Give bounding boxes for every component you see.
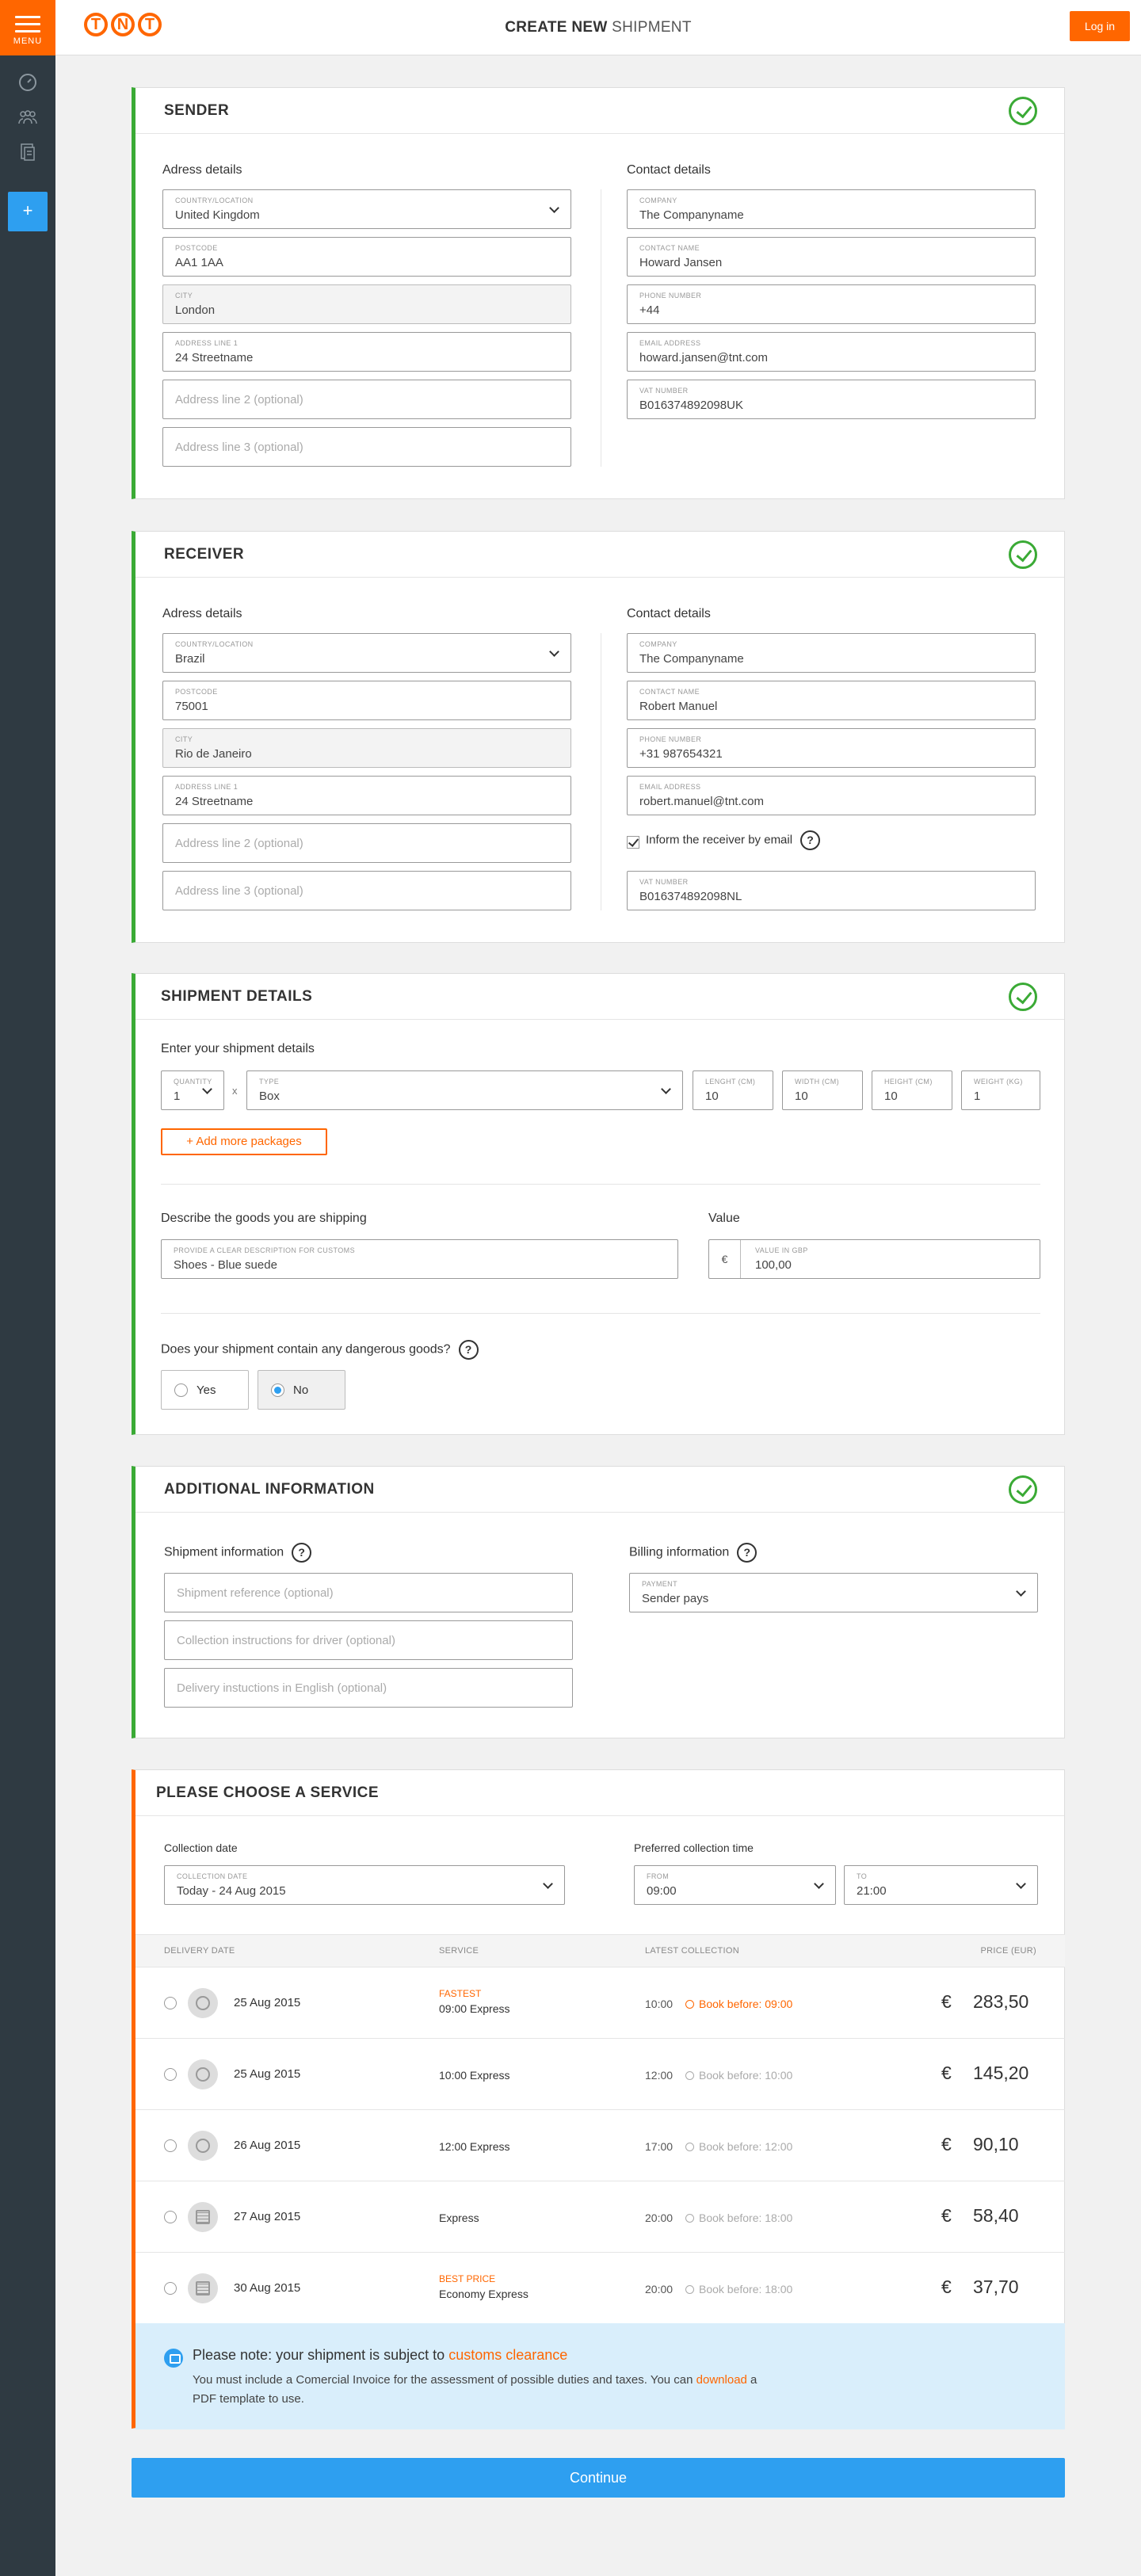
services-table-header <box>135 1934 1065 1967</box>
field-placeholder: Address line 2 (optional) <box>175 393 303 406</box>
additional-heading: ADDITIONAL INFORMATION <box>164 1481 375 1498</box>
service-label: 10:00 Express <box>439 2069 510 2082</box>
receiver-address3-field[interactable] <box>162 871 571 910</box>
field-placeholder: Delivery instuctions in English (optional) <box>177 1681 387 1695</box>
service-radio[interactable] <box>164 2068 177 2081</box>
field-value: 100,00 <box>755 1258 792 1272</box>
note-title-text: Please note: your shipment is subject to <box>193 2347 445 2363</box>
field-label: LENGHT (CM) <box>705 1078 756 1086</box>
field-value: 09:00 <box>647 1884 677 1898</box>
radio-circle <box>174 1383 188 1397</box>
sender-email-field[interactable] <box>627 332 1036 372</box>
service-tag: BEST PRICE <box>439 2273 496 2284</box>
width-field[interactable] <box>782 1070 863 1110</box>
field-label: WIDTH (CM) <box>795 1078 839 1086</box>
menu-button[interactable] <box>0 0 55 55</box>
delivery-date: 26 Aug 2015 <box>234 2139 301 2152</box>
field-value: The Companyname <box>639 208 744 222</box>
field-value: howard.jansen@tnt.com <box>639 351 768 364</box>
field-label: HEIGHT (CM) <box>884 1078 933 1086</box>
field-label: POSTCODE <box>175 244 218 252</box>
goods-label: Describe the goods you are shipping <box>161 1212 367 1225</box>
field-label: FROM <box>647 1872 670 1880</box>
book-before-label: Book before: 12:00 <box>699 2140 793 2153</box>
logo-letter: T <box>84 13 108 36</box>
dangerous-no-radio[interactable] <box>258 1370 345 1410</box>
receiver-city-field <box>162 728 571 768</box>
service-name <box>439 1988 510 2015</box>
clock-icon <box>685 2214 694 2223</box>
sender-postcode-field[interactable] <box>162 237 571 277</box>
chevron-down-icon <box>549 647 559 657</box>
service-label: 12:00 Express <box>439 2140 510 2153</box>
delivery-date: 30 Aug 2015 <box>234 2281 301 2295</box>
note-body-text: You must include a Comercial Invoice for the assessment of possible duties and taxes. You can <box>193 2373 693 2387</box>
field-label: COUNTRY/LOCATION <box>175 640 254 648</box>
top-bar <box>55 0 1141 55</box>
dashboard-icon[interactable] <box>18 73 37 92</box>
book-before <box>685 2212 792 2224</box>
check-icon <box>1009 97 1037 125</box>
field-label: ADDRESS LINE 1 <box>175 783 239 791</box>
latest-collection: 20:00 <box>645 2283 674 2296</box>
calendar-icon <box>188 2202 218 2232</box>
billing-info-heading <box>629 1543 757 1563</box>
clock-icon <box>685 2285 694 2294</box>
field-value: 10 <box>705 1090 719 1103</box>
receiver-email-field[interactable] <box>627 776 1036 815</box>
field-placeholder: Address line 3 (optional) <box>175 441 303 454</box>
divider <box>161 1184 1040 1185</box>
help-icon[interactable]: ? <box>800 830 820 850</box>
chevron-down-icon <box>543 1879 553 1889</box>
sender-card <box>132 87 1065 499</box>
dangerous-yes-radio[interactable] <box>161 1370 249 1410</box>
service-heading: PLEASE CHOOSE A SERVICE <box>156 1784 380 1801</box>
value-label: Value <box>708 1212 740 1225</box>
chevron-down-icon <box>202 1084 212 1094</box>
service-price <box>941 2134 1036 2155</box>
latest-collection: 17:00 <box>645 2140 674 2153</box>
receiver-address2-field[interactable] <box>162 823 571 863</box>
receiver-card <box>132 531 1065 943</box>
field-value: AA1 1AA <box>175 256 223 269</box>
sidebar <box>0 0 55 2576</box>
book-before-label: Book before: 09:00 <box>699 1998 793 2010</box>
service-header <box>135 1770 1064 1816</box>
chevron-down-icon <box>814 1879 824 1889</box>
price-value: 37,70 <box>973 2276 1019 2297</box>
customs-clearance-link[interactable]: customs clearance <box>448 2347 568 2363</box>
chevron-down-icon <box>661 1084 671 1094</box>
service-row[interactable] <box>135 2110 1065 2181</box>
receiver-company-field[interactable] <box>627 633 1036 673</box>
field-label: WEIGHT (KG) <box>974 1078 1023 1086</box>
divider <box>161 1313 1040 1314</box>
field-label: VAT NUMBER <box>639 387 689 395</box>
chevron-down-icon <box>1016 1586 1026 1597</box>
field-label: COMPANY <box>639 197 677 204</box>
customs-note <box>135 2323 1065 2429</box>
payment-select[interactable] <box>629 1573 1038 1612</box>
book-before <box>685 2283 792 2296</box>
book-before <box>685 2069 792 2082</box>
clock-icon <box>685 2143 694 2151</box>
sender-country-select[interactable] <box>162 189 571 229</box>
field-label: PHONE NUMBER <box>639 735 702 743</box>
field-value: 10 <box>884 1090 898 1103</box>
check-icon <box>1009 540 1037 569</box>
receiver-address-label: Adress details <box>162 607 242 620</box>
delivery-date: 25 Aug 2015 <box>234 2067 301 2081</box>
currency: € <box>941 2134 952 2154</box>
service-name <box>439 2273 529 2300</box>
receiver-header <box>135 532 1064 578</box>
field-label: TYPE <box>259 1078 280 1086</box>
field-value: +31 987654321 <box>639 747 723 761</box>
service-name <box>439 2069 510 2082</box>
book-before-label: Book before: 10:00 <box>699 2069 793 2082</box>
dangerous-goods-label: Does your shipment contain any dangerous goods? <box>161 1342 451 1357</box>
latest-collection: 12:00 <box>645 2069 674 2082</box>
field-label: PHONE NUMBER <box>639 292 702 300</box>
delivery-instructions-field[interactable] <box>164 1668 573 1708</box>
value-field[interactable] <box>708 1239 1040 1279</box>
receiver-phone-field[interactable] <box>627 728 1036 768</box>
radio-label: No <box>293 1383 309 1397</box>
field-placeholder: Collection instructions for driver (optional) <box>177 1634 395 1647</box>
field-label: QUANTITY <box>174 1078 212 1086</box>
price-value: 58,40 <box>973 2205 1019 2226</box>
delivery-date: 27 Aug 2015 <box>234 2210 301 2223</box>
field-value: +44 <box>639 303 660 317</box>
field-label: TO <box>857 1872 868 1880</box>
chevron-down-icon <box>1016 1879 1026 1889</box>
sender-address2-field[interactable] <box>162 380 571 419</box>
login-button[interactable]: Log in <box>1070 11 1130 41</box>
collection-to-select[interactable] <box>844 1865 1038 1905</box>
book-before <box>685 1998 792 2010</box>
shipment-card <box>132 973 1065 1435</box>
currency: € <box>941 1991 952 2012</box>
price-value: 283,50 <box>973 1991 1029 2012</box>
field-value: B016374892098NL <box>639 890 742 903</box>
service-price <box>941 2063 1036 2084</box>
latest-collection: 20:00 <box>645 2212 674 2224</box>
field-value: Sender pays <box>642 1592 709 1605</box>
note-title <box>193 2347 567 2364</box>
check-icon <box>1009 983 1037 1011</box>
field-placeholder: Shipment reference (optional) <box>177 1586 334 1600</box>
clock-icon <box>685 2000 694 2009</box>
clock-icon <box>188 1988 218 2018</box>
help-icon[interactable]: ? <box>737 1543 757 1563</box>
service-name <box>439 2140 510 2153</box>
weight-field[interactable] <box>961 1070 1040 1110</box>
additional-header <box>135 1467 1064 1513</box>
service-radio[interactable] <box>164 2282 177 2295</box>
field-placeholder: Address line 3 (optional) <box>175 884 303 898</box>
clock-icon <box>188 2059 218 2089</box>
sender-heading: SENDER <box>164 102 230 119</box>
sender-contact-name-field[interactable] <box>627 237 1036 277</box>
receiver-address1-field[interactable] <box>162 776 571 815</box>
dangerous-goods-question <box>161 1340 479 1360</box>
clock-icon <box>188 2131 218 2161</box>
field-label: EMAIL ADDRESS <box>639 783 701 791</box>
service-label: Economy Express <box>439 2288 529 2300</box>
info-icon <box>164 2349 183 2368</box>
service-row[interactable] <box>135 2253 1065 2324</box>
sender-phone-field[interactable] <box>627 284 1036 324</box>
service-row[interactable] <box>135 1967 1065 2039</box>
field-value: Shoes - Blue suede <box>174 1258 277 1272</box>
page-title-rest: SHIPMENT <box>612 19 692 36</box>
field-value: 1 <box>974 1090 981 1103</box>
field-value: 75001 <box>175 700 208 713</box>
height-field[interactable] <box>872 1070 952 1110</box>
service-price <box>941 2276 1036 2298</box>
field-value: London <box>175 303 216 317</box>
field-label: VAT NUMBER <box>639 878 689 886</box>
currency: € <box>941 2205 952 2226</box>
collection-date-label: Collection date <box>164 1841 238 1854</box>
field-label: CITY <box>175 735 193 743</box>
times-sign: x <box>232 1085 238 1097</box>
book-before-label: Book before: 18:00 <box>699 2212 793 2224</box>
field-label: VALUE IN GBP <box>755 1246 808 1254</box>
service-label: 09:00 Express <box>439 2002 510 2015</box>
price-value: 90,10 <box>973 2134 1019 2154</box>
service-label: Express <box>439 2212 479 2224</box>
hamburger-icon <box>15 16 40 37</box>
field-label: COLLECTION DATE <box>177 1872 248 1880</box>
service-radio[interactable] <box>164 2211 177 2223</box>
currency: € <box>941 2276 952 2297</box>
help-icon[interactable]: ? <box>292 1543 311 1563</box>
service-radio[interactable] <box>164 2139 177 2152</box>
field-value: Box <box>259 1090 280 1103</box>
column-header: DELIVERY DATE <box>164 1946 235 1956</box>
sender-contact-label: Contact details <box>627 163 711 177</box>
book-before <box>685 2140 792 2153</box>
field-value: Today - 24 Aug 2015 <box>177 1884 286 1898</box>
collection-from-select[interactable] <box>634 1865 836 1905</box>
radio-label: Yes <box>197 1383 216 1397</box>
page-title <box>55 19 1141 36</box>
sender-city-field <box>162 284 571 324</box>
column-header: SERVICE <box>439 1946 479 1956</box>
inform-receiver-row <box>646 830 820 850</box>
note-body-end: a PDF template to use. <box>193 2373 757 2406</box>
book-before-label: Book before: 18:00 <box>699 2283 793 2296</box>
add-packages-button[interactable]: + Add more packages <box>161 1128 327 1155</box>
field-label: PROVIDE A CLEAR DESCRIPTION FOR CUSTOMS <box>174 1246 355 1254</box>
collection-time-label: Preferred collection time <box>634 1841 754 1854</box>
logo-letter: T <box>138 13 162 36</box>
field-value: 24 Streetname <box>175 351 254 364</box>
collection-instructions-field[interactable] <box>164 1620 573 1660</box>
service-price <box>941 1991 1036 2013</box>
service-name <box>439 2212 479 2224</box>
receiver-vat-field[interactable] <box>627 871 1036 910</box>
field-label: CONTACT NAME <box>639 244 700 252</box>
contacts-icon[interactable] <box>18 108 37 127</box>
note-body <box>193 2371 763 2409</box>
shipment-info-label: Shipment information <box>164 1545 284 1559</box>
receiver-heading: RECEIVER <box>164 546 245 563</box>
field-value: Howard Jansen <box>639 256 723 269</box>
additional-card <box>132 1466 1065 1738</box>
shipment-enter-label: Enter your shipment details <box>161 1042 315 1055</box>
field-value: The Companyname <box>639 652 744 666</box>
clock-icon <box>685 2071 694 2080</box>
sender-vat-field[interactable] <box>627 380 1036 419</box>
service-row[interactable] <box>135 2181 1065 2253</box>
quantity-select[interactable] <box>161 1070 224 1110</box>
field-value: Rio de Janeiro <box>175 747 252 761</box>
radio-circle <box>271 1383 284 1397</box>
new-shipment-button[interactable]: + <box>8 192 48 231</box>
billing-info-label: Billing information <box>629 1545 730 1559</box>
field-placeholder: Address line 2 (optional) <box>175 837 303 850</box>
sender-header <box>135 88 1064 134</box>
documents-icon[interactable] <box>18 143 37 162</box>
price-value: 145,20 <box>973 2063 1029 2083</box>
goods-description-field[interactable] <box>161 1239 678 1279</box>
currency: € <box>941 2063 952 2083</box>
shipment-header <box>135 974 1064 1020</box>
field-value: Robert Manuel <box>639 700 718 713</box>
inform-receiver-checkbox[interactable] <box>627 836 639 849</box>
type-select[interactable] <box>246 1070 683 1110</box>
field-label: EMAIL ADDRESS <box>639 339 701 347</box>
sender-address3-field[interactable] <box>162 427 571 467</box>
currency-prefix: € <box>709 1240 741 1278</box>
check-icon <box>1009 1475 1037 1504</box>
field-value: 24 Streetname <box>175 795 254 808</box>
sender-address1-field[interactable] <box>162 332 571 372</box>
field-label: COUNTRY/LOCATION <box>175 197 254 204</box>
receiver-postcode-field[interactable] <box>162 681 571 720</box>
collection-date-select[interactable] <box>164 1865 565 1905</box>
field-label: COMPANY <box>639 640 677 648</box>
field-value: robert.manuel@tnt.com <box>639 795 764 808</box>
shipment-heading: SHIPMENT DETAILS <box>161 988 313 1005</box>
field-label: CONTACT NAME <box>639 688 700 696</box>
shipment-reference-field[interactable] <box>164 1573 573 1612</box>
field-label: POSTCODE <box>175 688 218 696</box>
field-value: B016374892098UK <box>639 399 743 412</box>
field-label: CITY <box>175 292 193 300</box>
calendar-icon <box>188 2273 218 2303</box>
length-field[interactable] <box>693 1070 773 1110</box>
field-label: PAYMENT <box>642 1580 677 1588</box>
receiver-contact-name-field[interactable] <box>627 681 1036 720</box>
service-tag: FASTEST <box>439 1988 482 1999</box>
receiver-country-select[interactable] <box>162 633 571 673</box>
field-value: Brazil <box>175 652 205 666</box>
menu-label: MENU <box>13 36 43 46</box>
service-row[interactable] <box>135 2039 1065 2110</box>
field-value: 21:00 <box>857 1884 887 1898</box>
page-title-bold: CREATE NEW <box>505 19 608 36</box>
logo-letter: N <box>111 13 135 36</box>
help-icon[interactable]: ? <box>459 1340 479 1360</box>
sender-company-field[interactable] <box>627 189 1036 229</box>
download-link[interactable]: download <box>696 2373 747 2387</box>
column-header: PRICE (EUR) <box>980 1946 1036 1956</box>
field-value: 1 <box>174 1090 181 1103</box>
shipment-info-heading <box>164 1543 311 1563</box>
delivery-date: 25 Aug 2015 <box>234 1996 301 2009</box>
service-price <box>941 2205 1036 2227</box>
continue-button[interactable]: Continue <box>132 2458 1065 2498</box>
latest-collection: 10:00 <box>645 1998 674 2010</box>
chevron-down-icon <box>549 203 559 213</box>
sender-address-label: Adress details <box>162 163 242 177</box>
service-card <box>132 1769 1065 2429</box>
inform-receiver-label: Inform the receiver by email <box>646 833 793 847</box>
service-radio[interactable] <box>164 1997 177 2009</box>
field-value: 10 <box>795 1090 808 1103</box>
column-header: LATEST COLLECTION <box>645 1946 739 1956</box>
field-label: ADDRESS LINE 1 <box>175 339 239 347</box>
receiver-contact-label: Contact details <box>627 607 711 620</box>
field-value: United Kingdom <box>175 208 260 222</box>
